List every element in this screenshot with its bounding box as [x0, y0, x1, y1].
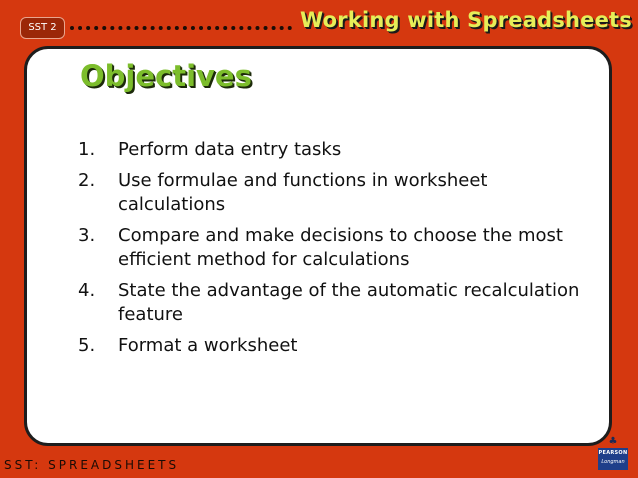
footer-label — [4, 458, 179, 472]
logo-imprint: Longman — [601, 459, 625, 465]
objective-number: 1. — [78, 139, 96, 160]
footer-subject: SPREADSHEETS — [48, 458, 180, 472]
objective-number: 4. — [78, 280, 96, 301]
footer-course: SST: — [4, 458, 42, 472]
objective-item — [78, 224, 598, 272]
objectives-list — [78, 138, 598, 365]
slide-title: Objectives — [80, 59, 252, 93]
objective-text: Perform data entry tasks — [118, 139, 342, 160]
pearson-tree-icon: ♣ — [608, 436, 618, 447]
objective-number: 2. — [78, 170, 96, 191]
objective-number: 5. — [78, 335, 96, 356]
objective-text: Format a worksheet — [118, 335, 298, 356]
objective-item — [78, 334, 598, 358]
objective-text: Compare and make decisions to choose the most efficient method for calculations — [118, 225, 563, 270]
objective-number: 3. — [78, 225, 96, 246]
banner-title: Working with Spreadsheets — [300, 8, 632, 32]
publisher-logo — [598, 436, 628, 470]
objective-item — [78, 279, 598, 327]
objective-item — [78, 138, 598, 162]
dotted-divider — [70, 26, 292, 30]
objective-text: Use formulae and functions in worksheet calculations — [118, 170, 488, 215]
objective-item — [78, 169, 598, 217]
logo-publisher: PEARSON — [598, 450, 628, 456]
publisher-logo-box — [598, 448, 628, 470]
course-badge: SST 2 — [20, 17, 65, 39]
objective-text: State the advantage of the automatic recalculation feature — [118, 280, 580, 325]
